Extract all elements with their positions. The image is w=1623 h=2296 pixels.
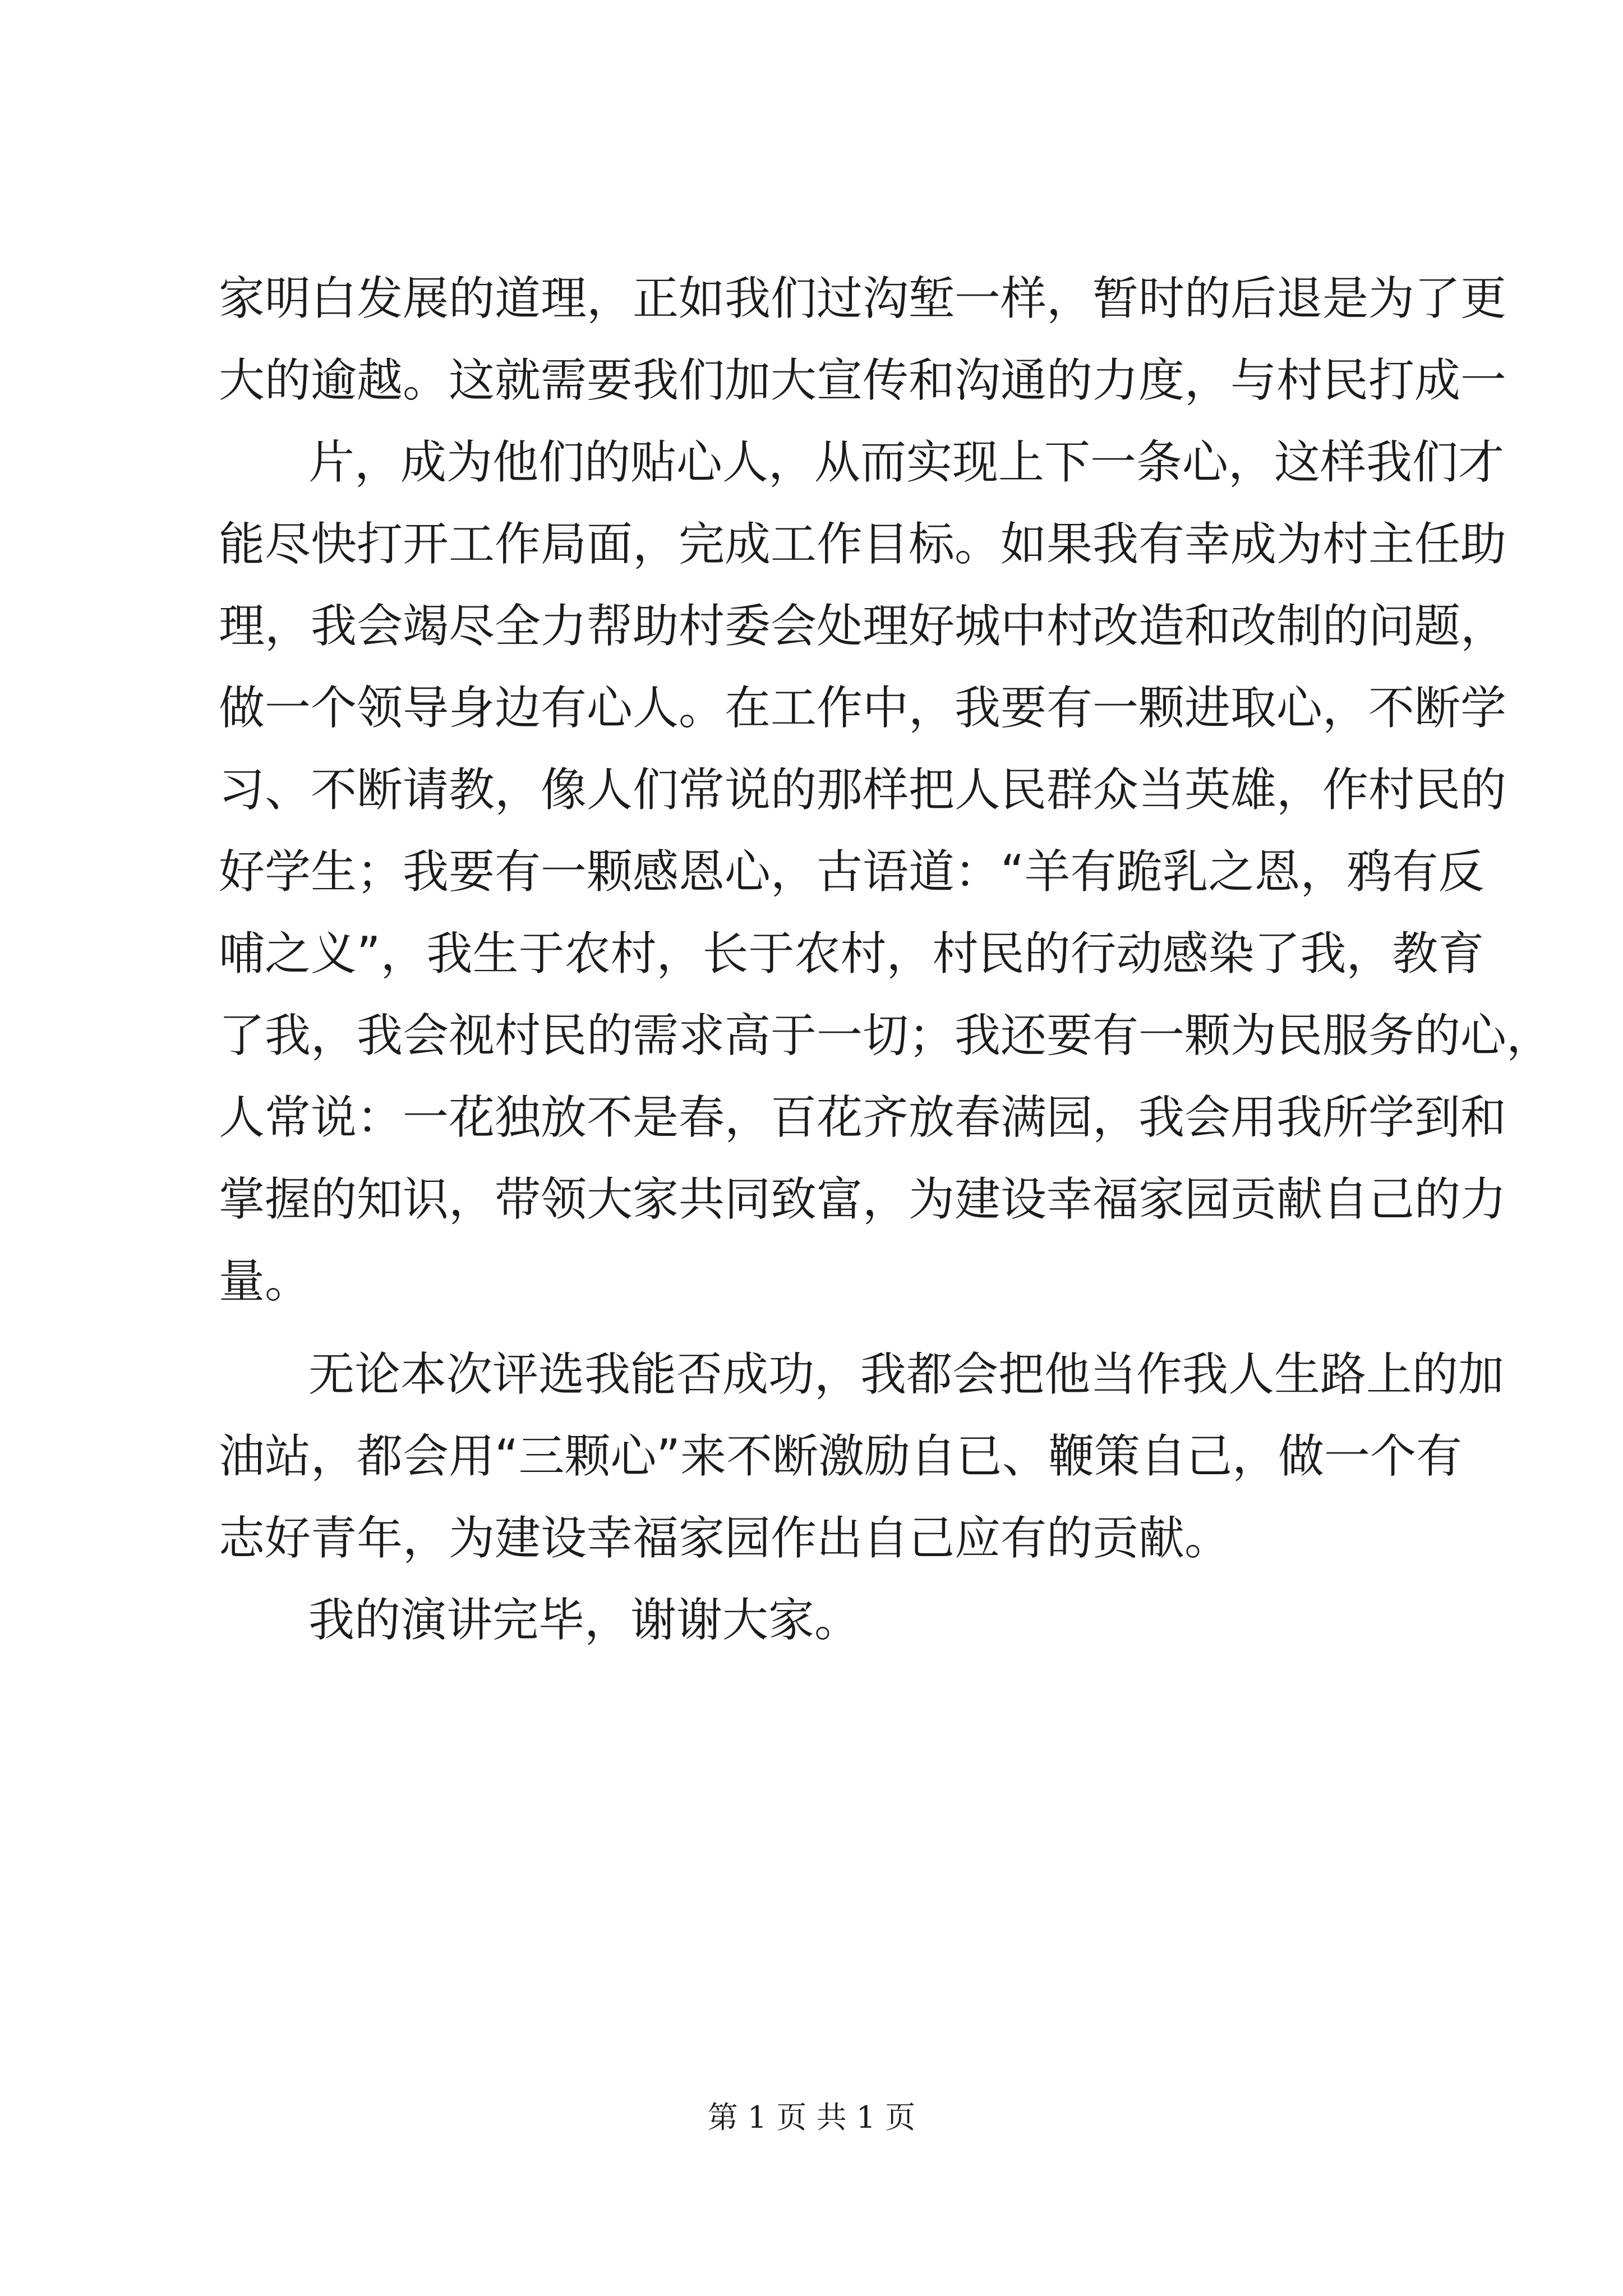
- text-line: 哺之义”，我生于农村，长于农村，村民的行动感染了我，教育: [219, 927, 1484, 981]
- text-line: 了我，我会视村民的需求高于一切；我还要有一颗为民服务的心，: [219, 1009, 1553, 1062]
- text-line: 好学生；我要有一颗感恩心，古语道：“羊有跪乳之恩，鸦有反: [219, 845, 1484, 899]
- text-line: 理，我会竭尽全力帮助村委会处理好城中村改造和改制的问题，: [219, 600, 1507, 653]
- text-line: 无论本次评选我能否成功，我都会把他当作我人生路上的加: [308, 1348, 1505, 1401]
- text-line: 油站，都会用“三颗心”来不断激励自已、鞭策自己，做一个有: [219, 1430, 1462, 1483]
- text-line: 做一个领导身边有心人。在工作中，我要有一颗进取心，不断学: [219, 682, 1507, 735]
- text-line: 我的演讲完毕，谢谢大家。: [308, 1594, 861, 1647]
- text-line: 掌握的知识，带领大家共同致富，为建设幸福家园贡献自己的力: [219, 1173, 1507, 1226]
- text-line: 志好青年，为建设幸福家园作出自己应有的贡献。: [219, 1512, 1231, 1565]
- page-number: 第 1 页 共 1 页: [707, 2100, 916, 2135]
- text-line: 习、不断请教，像人们常说的那样把人民群众当英雄，作村民的: [219, 763, 1507, 817]
- text-line: 家明白发展的道理，正如我们过沟堑一样，暂时的后退是为了更: [219, 272, 1507, 325]
- text-line: 大的逾越。这就需要我们加大宣传和沟通的力度，与村民打成一: [219, 354, 1507, 407]
- text-line: 人常说：一花独放不是春，百花齐放春满园，我会用我所学到和: [219, 1091, 1507, 1144]
- page-footer: [0, 2098, 1623, 2137]
- document-body: [219, 258, 1553, 1662]
- text-line: 量。: [219, 1255, 311, 1308]
- text-line: 片，成为他们的贴心人，从而实现上下一条心，这样我们才: [308, 436, 1505, 489]
- text-line: 能尽快打开工作局面，完成工作目标。如果我有幸成为村主任助: [219, 518, 1507, 571]
